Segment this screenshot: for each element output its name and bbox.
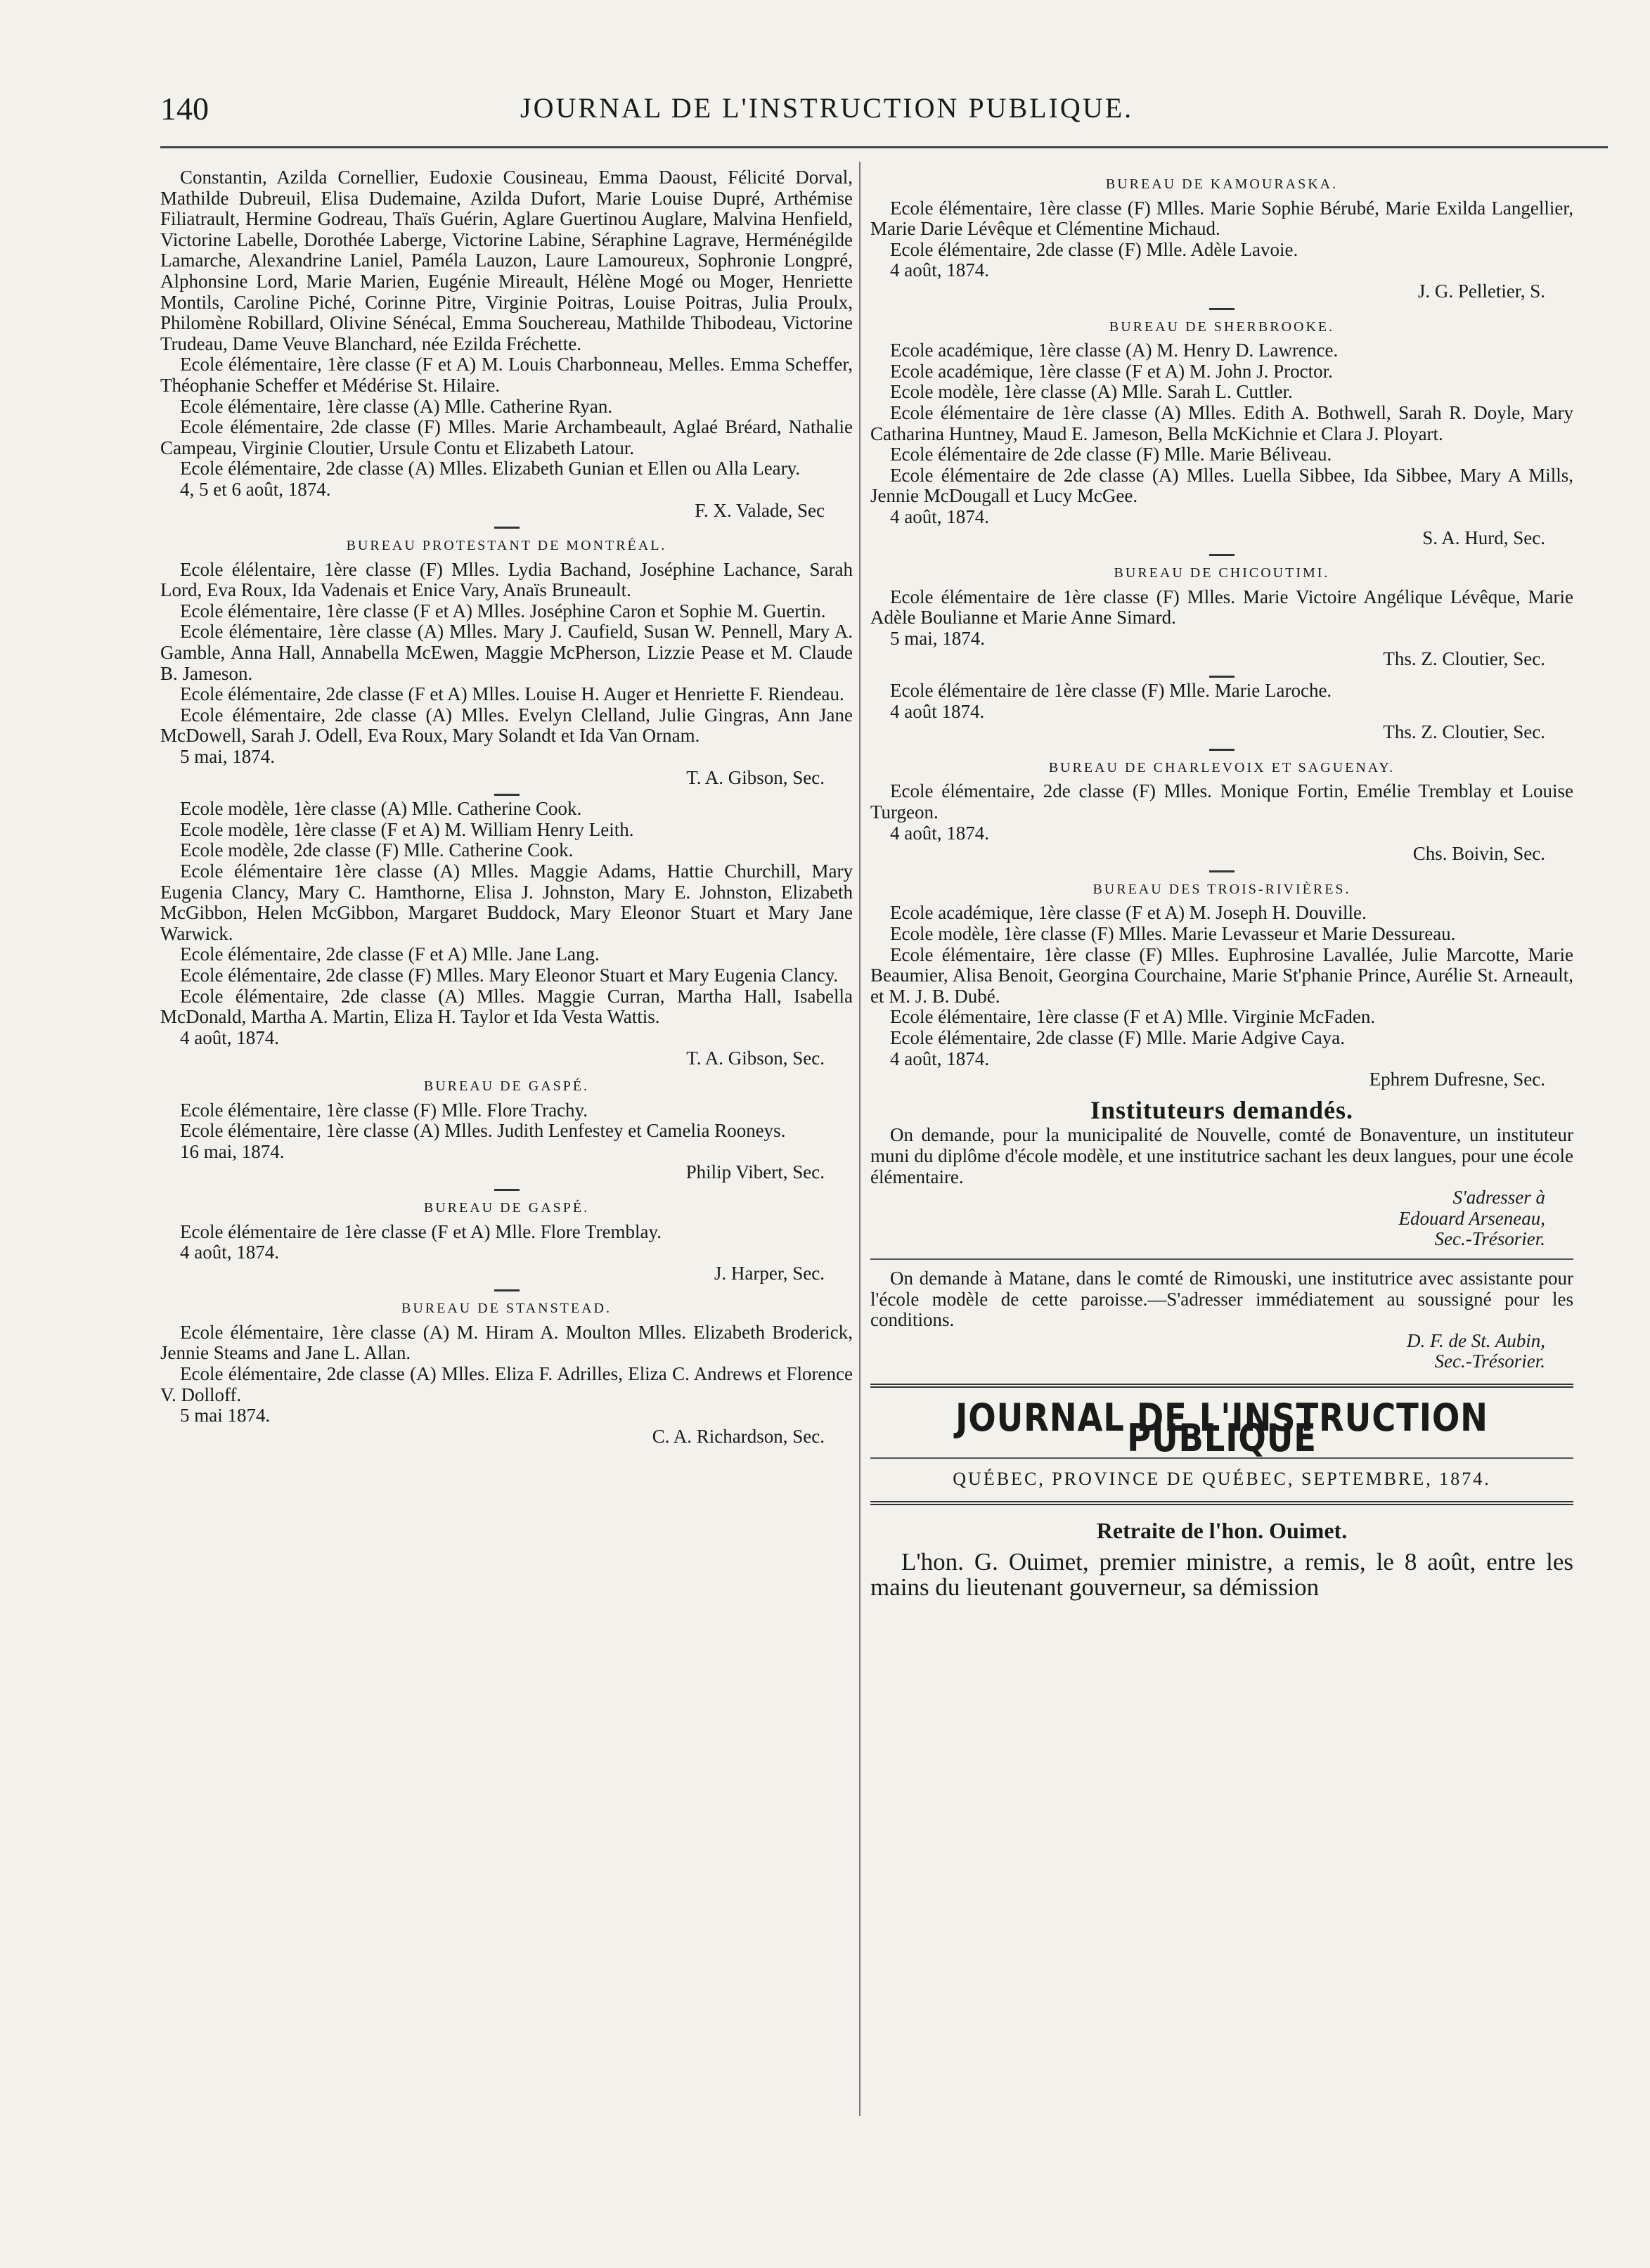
section-dash [494, 527, 520, 529]
text-entry: Ecole élémentaire, 2de classe (F) Mlles. Marie Archambeault, Aglaé Bréard, Nathalie Campeau, Virginie Cloutier, Ursule Contu et Elizabeth Latour. [160, 416, 853, 458]
signature: Ephrem Dufresne, Sec. [1369, 1069, 1545, 1090]
text-entry: Ecole modèle, 1ère classe (A) Mlle. Catherine Cook. [180, 798, 582, 820]
text-entry: Ecole élémentaire de 1ère classe (F) Mlles. Marie Victoire Angélique Lévêque, Marie Adèle Boulianne et Marie Anne Simard. [870, 586, 1573, 629]
double-rule [870, 1501, 1573, 1505]
date-line: 4 août, 1874. [890, 505, 989, 527]
text-entry: Ecole élémentaire, 2de classe (F) Mlle. Adèle Lavoie. [890, 238, 1298, 260]
text-entry: Ecole élémentaire, 1ère classe (A) Mlles. Mary J. Caufield, Susan W. Pennell, Mary A. Gamble, Anna Hall, Annabella McEwen, Maggie McPherson, Lizzie Pease et M. Claude B. Jameson. [160, 621, 853, 684]
text-entry: Ecole élémentaire, 1ère classe (F) Mlle. Flore Trachy. [180, 1099, 588, 1121]
text-entry: Ecole élémentaire de 1ère classe (F) Mlle. Marie Laroche. [890, 680, 1332, 702]
text-entry: Ecole élémentaire, 2de classe (F et A) Mlles. Louise H. Auger et Henriette F. Riendeau. [180, 683, 844, 705]
notice-heading: Instituteurs demandés. [1090, 1095, 1354, 1124]
section-dash [1209, 676, 1235, 678]
section-heading: BUREAU DE SHERBROOKE. [1109, 318, 1335, 335]
date-line: 16 mai, 1874. [180, 1140, 285, 1162]
text-entry: Ecole élémentaire de 1ère classe (A) Mlles. Edith A. Bothwell, Sarah R. Doyle, Mary Catharina Huntney, Maud E. Jameson, Bella McKichnie et Clara J. Ployart. [870, 401, 1573, 444]
text-entry: Ecole élémentaire, 2de classe (F) Mlles. Mary Eleonor Stuart et Mary Eugenia Clancy. [180, 964, 839, 986]
notice-signature: S'adresser à [1452, 1187, 1545, 1209]
date-line: 4 août, 1874. [180, 1242, 279, 1263]
section-heading: BUREAU DE KAMOURASKA. [1105, 176, 1339, 192]
text-entry: Constantin, Azilda Cornellier, Eudoxie Cousineau, Emma Daoust, Félicité Dorval, Mathilde Dubreuil, Elisa Dudemaine, Azilda Dufort, Marie Louise Dupré, Arthémise Filiatrault, Hermine Godreau, Thaïs Guérin, Aglare Guertinou Auglare, Malvina Henfield, Victorine Labelle, Dorothée Laberge, Victorine Labine, Séraphine Lagrave, Herménégilde Lamarche, Alexandrine Laniel, Paméla Lauzon, Laure Lamoureux, Sophronie Longpré, Alphonsine Lord, Marie Marien, Eugénie Mireault, Hélène Mogé ou Moger, Henriette Montils, Caroline Piché, Corinne Pitre, Virginie Poitras, Louise Poitras, Julia Proulx, Philomène Robillard, Olivine Sénécal, Emma Souchereau, Mathilde Thibodeau, Victorine Trudeau, Dame Veuve Blanchard, née Ezilda Fréchette. [160, 167, 853, 354]
text-entry: Ecole élémentaire de 1ère classe (F et A) Mlle. Flore Tremblay. [180, 1220, 662, 1242]
text-entry: Ecole élémentaire, 1ère classe (F) Mlles. Marie Sophie Bérubé, Marie Exilda Langellier, Marie Darie Lévêque et Clémentine Michaud. [870, 197, 1573, 240]
text-entry: Ecole académique, 1ère classe (A) M. Henry D. Lawrence. [890, 340, 1339, 361]
text-entry: Ecole élélentaire, 1ère classe (F) Mlles. Lydia Bachand, Joséphine Lachance, Sarah Lord, Eva Roux, Ida Vadenais et Enice Vary, Anaïs Bruneault. [160, 558, 853, 601]
signature: J. G. Pelletier, S. [1417, 280, 1545, 302]
text-entry: Ecole élémentaire, 2de classe (A) Mlles. Evelyn Clelland, Julie Gingras, Ann Jane McDowell, Sarah J. Odell, Eva Roux, Mary Solandt et Ida Van Ornam. [160, 704, 853, 747]
header-rule [160, 146, 1608, 148]
notice-signature: Edouard Arseneau, [1398, 1207, 1545, 1229]
text-entry: Ecole élémentaire, 1ère classe (F et A) Mlles. Joséphine Caron et Sophie M. Guertin. [180, 600, 826, 621]
section-heading: BUREAU DE CHICOUTIMI. [1114, 565, 1330, 581]
text-entry: Ecole élémentaire, 1ère classe (F) Mlles. Euphrosine Lavallée, Julie Marcotte, Marie Beaumier, Alisa Benoit, Georgina Courchaine, Marie St'phanie Prince, Aurélie St. Arneault, et M. J. B. Dubé. [870, 943, 1573, 1007]
signature: Philip Vibert, Sec. [685, 1161, 825, 1183]
signature: Chs. Boivin, Sec. [1412, 843, 1545, 865]
signature: S. A. Hurd, Sec. [1422, 527, 1545, 548]
text-entry: Ecole élémentaire, 2de classe (F) Mlle. Marie Adgive Caya. [890, 1026, 1346, 1048]
section-dash [1209, 308, 1235, 310]
notice-signature: D. F. de St. Aubin, [1406, 1329, 1545, 1351]
section-heading: BUREAU DE STANSTEAD. [401, 1301, 612, 1317]
section-dash [1209, 870, 1235, 872]
text-entry: Ecole élémentaire, 1ère classe (A) Mlle. Catherine Ryan. [180, 395, 613, 417]
text-entry: Ecole élémentaire, 2de classe (A) Mlles. Eliza F. Adrilles, Eliza C. Andrews et Florence V. Dolloff. [160, 1363, 853, 1405]
date-line: 4 août 1874. [890, 700, 985, 722]
section-heading: BUREAU DES TROIS-RIVIÈRES. [1093, 881, 1351, 897]
masthead-title: JOURNAL DE L'INSTRUCTION PUBLIQUE [955, 1395, 1488, 1461]
text-entry: Ecole élémentaire, 2de classe (F et A) Mlle. Jane Lang. [180, 943, 600, 965]
date-line: 5 mai, 1874. [890, 627, 985, 649]
section-heading: BUREAU DE CHARLEVOIX ET SAGUENAY. [1048, 759, 1396, 775]
section-dash [1209, 749, 1235, 751]
date-line: 4 août, 1874. [890, 822, 989, 844]
section-heading: BUREAU PROTESTANT DE MONTRÉAL. [346, 538, 667, 554]
notice-text: On demande, pour la municipalité de Nouvelle, comté de Bonaventure, un instituteur muni du diplôme d'école modèle, et une institutrice sachant les deux langues, pour une école élémentaire. [870, 1124, 1573, 1187]
text-entry: Ecole élémentaire, 1ère classe (F et A) Mlle. Virginie McFaden. [890, 1006, 1376, 1028]
text-entry: Ecole élémentaire 1ère classe (A) Mlles. Maggie Adams, Hattie Churchill, Mary Eugenia Clancy, Mary C. Hamthorne, Elisa J. Johnston, Mary E. Johnston, Elizabeth McGibbon, Helen McGibbon, Margaret Buddock, Mary Eleonor Stuart et Mary Jane Warwick. [160, 861, 853, 944]
text-entry: Ecole élémentaire, 2de classe (A) Mlles. Elizabeth Gunian et Ellen ou Alla Leary. [180, 458, 801, 479]
column-rule [859, 162, 861, 2116]
right-column [870, 167, 1573, 1600]
thin-rule [870, 1258, 1573, 1260]
signature: J. Harper, Sec. [714, 1262, 825, 1284]
section-dash [1209, 554, 1235, 556]
text-entry: Ecole élémentaire, 1ère classe (F et A) M. Louis Charbonneau, Melles. Emma Scheffer, Théophanie Scheffer et Médérise St. Hilaire. [160, 354, 853, 396]
text-entry: Ecole académique, 1ère classe (F et A) M. John J. Proctor. [890, 360, 1333, 382]
issue-dateline: QUÉBEC, PROVINCE DE QUÉBEC, SEPTEMBRE, 1874. [953, 1469, 1491, 1490]
section-dash [494, 794, 520, 796]
text-entry: Ecole élémentaire, 2de classe (F) Mlles. Monique Fortin, Emélie Tremblay et Louise Turgeon. [870, 780, 1573, 823]
section-dash [494, 1189, 520, 1191]
notice-signature: Sec.-Trésorier. [1434, 1351, 1545, 1372]
section-heading: BUREAU DE GASPÉ. [423, 1199, 590, 1216]
running-head: JOURNAL DE L'INSTRUCTION PUBLIQUE. [520, 92, 1134, 124]
section-dash [494, 1289, 520, 1291]
section-heading: BUREAU DE GASPÉ. [423, 1078, 590, 1094]
signature: Ths. Z. Cloutier, Sec. [1383, 648, 1545, 670]
notice-text: On demande à Matane, dans le comté de Rimouski, une institutrice avec assistante pour l'école modèle de cette paroisse.—S'adresser immédiatement au soussigné pour les conditions. [870, 1267, 1573, 1331]
text-entry: Ecole académique, 1ère classe (F et A) M. Joseph H. Douville. [890, 902, 1367, 924]
signature: F. X. Valade, Sec [695, 499, 825, 521]
left-column [160, 167, 853, 1451]
date-line: 4 août, 1874. [890, 1048, 989, 1069]
date-line: 5 mai, 1874. [180, 746, 275, 768]
date-line: 5 mai 1874. [180, 1405, 271, 1426]
text-entry: Ecole élémentaire de 2de classe (A) Mlles. Luella Sibbee, Ida Sibbee, Mary A Mills, Jennie McDougall et Lucy McGee. [870, 464, 1573, 507]
double-rule [870, 1384, 1573, 1388]
text-entry: Ecole élémentaire, 1ère classe (A) Mlles. Judith Lenfestey et Camelia Rooneys. [180, 1120, 786, 1142]
signature: T. A. Gibson, Sec. [686, 1048, 825, 1069]
article-title: Retraite de l'hon. Ouimet. [1096, 1517, 1348, 1543]
notice-signature: Sec.-Trésorier. [1434, 1228, 1545, 1250]
date-line: 4 août, 1874. [180, 1026, 279, 1048]
date-line: 4, 5 et 6 août, 1874. [180, 478, 331, 500]
text-entry: Ecole élémentaire de 2de classe (F) Mlle. Marie Béliveau. [890, 444, 1332, 465]
text-entry: Ecole modèle, 2de classe (F) Mlle. Catherine Cook. [180, 839, 574, 861]
text-entry: Ecole modèle, 1ère classe (F et A) M. William Henry Leith. [180, 818, 634, 840]
page-number: 140 [160, 91, 209, 127]
article-text: L'hon. G. Ouimet, premier ministre, a remis, le 8 août, entre les mains du lieutenant gouverneur, sa démission [870, 1548, 1573, 1602]
text-entry: Ecole modèle, 1ère classe (F) Mlles. Marie Levasseur et Marie Dessureau. [890, 923, 1456, 944]
signature: C. A. Richardson, Sec. [652, 1425, 825, 1447]
signature: Ths. Z. Cloutier, Sec. [1383, 721, 1545, 743]
date-line: 4 août, 1874. [890, 259, 989, 281]
text-entry: Ecole élémentaire, 2de classe (A) Mlles. Maggie Curran, Martha Hall, Isabella McDonald, Martha A. Martin, Eliza H. Taylor et Ida Vesta Wattis. [160, 985, 853, 1028]
text-entry: Ecole élémentaire, 1ère classe (A) M. Hiram A. Moulton Mlles. Elizabeth Broderick, Jennie Steams and Jane L. Allan. [160, 1321, 853, 1364]
signature: T. A. Gibson, Sec. [686, 766, 825, 788]
text-entry: Ecole modèle, 1ère classe (A) Mlle. Sarah L. Cuttler. [890, 381, 1293, 403]
